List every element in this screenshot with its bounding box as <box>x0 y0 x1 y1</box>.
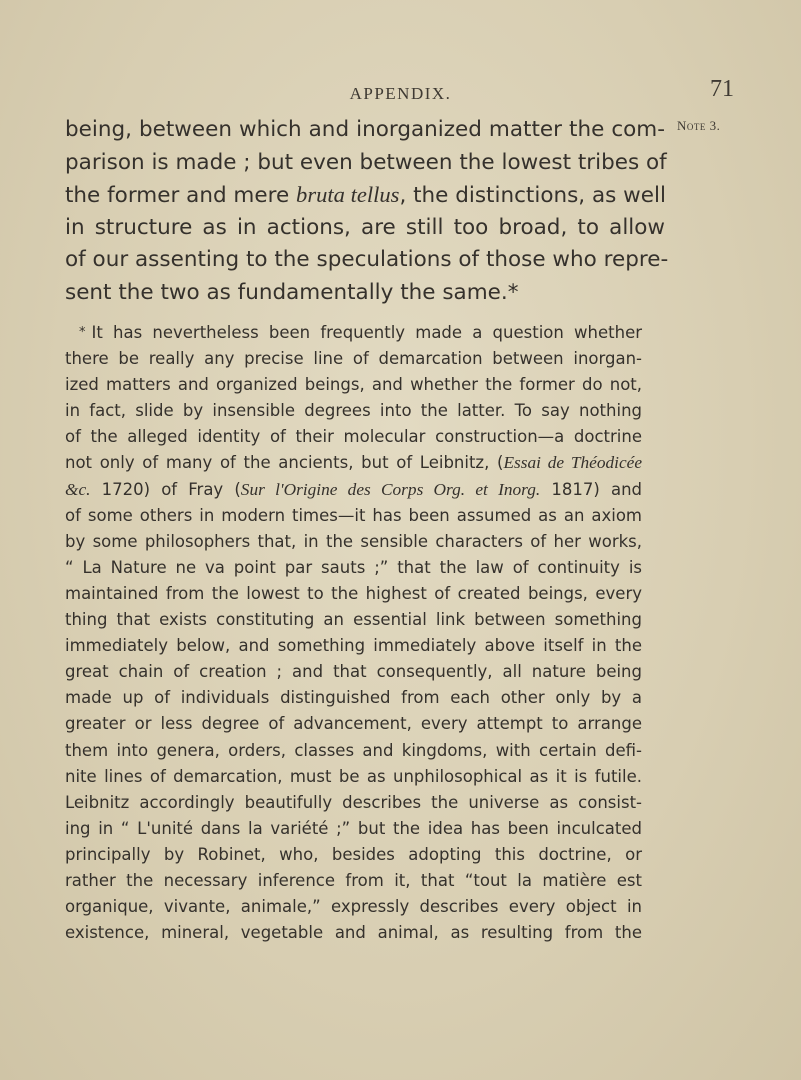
text-span: by some philosophers that, in the sensible characters of her works, <box>65 531 642 551</box>
margin-note: Note 3. <box>677 118 721 133</box>
footnote-line <box>65 607 642 633</box>
text-span: ing in “ L'unité dans la variété ;” but the idea has been inculcated <box>65 818 642 838</box>
text-span: rather the necessary inference from it, that “tout la matière est <box>65 870 642 890</box>
italic-text: Sur l'Origine des Corps Org. et Inorg. <box>240 479 541 499</box>
text-span: in structure as in actions, are still too broad, to allow <box>65 214 665 240</box>
text-span: in fact, slide by insensible degrees into the latter. To say nothing <box>65 401 642 421</box>
footnote-marker: * <box>79 325 86 340</box>
footnote-line <box>65 894 642 920</box>
main-paragraph <box>65 114 669 309</box>
text-span: great chain of creation ; and that consequently, all nature being <box>65 662 642 682</box>
footnote-line <box>65 398 642 424</box>
text-line <box>65 212 665 245</box>
italic-text: bruta tellus <box>296 182 400 207</box>
footnote-line <box>65 372 642 398</box>
footnote-line <box>65 711 642 737</box>
italic-text: &c. <box>65 479 91 499</box>
running-title: APPENDIX. <box>349 84 452 103</box>
text-span: not only of many of the ancients, but of Leibnitz, ( <box>65 453 504 473</box>
footnote-line <box>65 659 642 685</box>
text-span: principally by Robinet, who, besides adopting this doctrine, or <box>65 844 642 864</box>
text-span: there be really any precise line of demarcation between inorgan- <box>65 349 642 369</box>
text-span: immediately below, and something immediately above itself in the <box>65 636 642 656</box>
footnote-line <box>65 555 642 581</box>
text-line <box>65 179 665 212</box>
text-span: Leibnitz accordingly beautifully describes the universe as consist- <box>65 792 642 812</box>
text-span: 1720) of Fray ( <box>90 479 241 499</box>
footnote <box>65 320 642 946</box>
text-line <box>65 114 665 147</box>
text-span: existence, mineral, vegetable and animal, as resulting from the <box>65 923 642 943</box>
text-span: of our assenting to the speculations of those who repre- <box>65 247 669 272</box>
text-span: made up of individuals distinguished from each other only by a <box>65 688 642 708</box>
text-span: It has nevertheless been frequently made a question whether <box>91 323 642 342</box>
text-line <box>65 277 665 310</box>
text-line <box>65 244 669 277</box>
footnote-line <box>65 764 642 790</box>
footnote-line <box>65 477 642 503</box>
footnote-line <box>65 685 642 711</box>
footnote-line <box>65 633 642 659</box>
footnote-line <box>65 790 642 816</box>
text-span: ized matters and organized beings, and whether the former do not, <box>65 375 642 395</box>
italic-text: Essai de Théodicée <box>503 453 642 473</box>
footnote-line <box>65 450 642 476</box>
text-span: thing that exists constituting an essential link between something <box>65 610 642 630</box>
text-span: greater or less degree of advancement, every attempt to arrange <box>65 714 642 734</box>
text-span: being, between which and inorganized matter the com- <box>65 117 665 142</box>
footnote-line <box>65 424 642 450</box>
page-number: 71 <box>710 76 734 102</box>
text-span: , the distinctions, as well <box>399 183 666 208</box>
text-span: of the alleged identity of their molecular construction—a doctrine <box>65 427 642 447</box>
footnote-line <box>65 581 642 607</box>
text-span: 1817) and <box>540 479 642 499</box>
footnote-line <box>65 816 642 842</box>
text-span: them into genera, orders, classes and kingdoms, with certain defi- <box>65 740 642 760</box>
text-span: nite lines of demarcation, must be as unphilosophical as it is futile. <box>65 766 642 786</box>
text-span: “ La Nature ne va point par sauts ;” that the law of continuity is <box>65 557 642 577</box>
footnote-line <box>65 320 642 346</box>
text-span: maintained from the lowest to the highest of created beings, every <box>65 583 642 603</box>
footnote-line <box>65 529 642 555</box>
footnote-line <box>65 346 642 372</box>
footnote-line <box>65 503 642 529</box>
text-span: sent the two as fundamentally the same.* <box>65 279 519 305</box>
text-span: parison is made ; but even between the lowest tribes of <box>65 149 667 175</box>
footnote-line <box>65 868 642 894</box>
text-line <box>65 147 665 180</box>
text-span: of some others in modern times—it has been assumed as an axiom <box>65 505 642 525</box>
text-span: the former and mere <box>65 183 297 208</box>
text-span: organique, vivante, animale,” expressly describes every object in <box>65 897 642 917</box>
footnote-line <box>65 738 642 764</box>
footnote-line <box>65 842 642 868</box>
footnote-line <box>65 920 642 946</box>
